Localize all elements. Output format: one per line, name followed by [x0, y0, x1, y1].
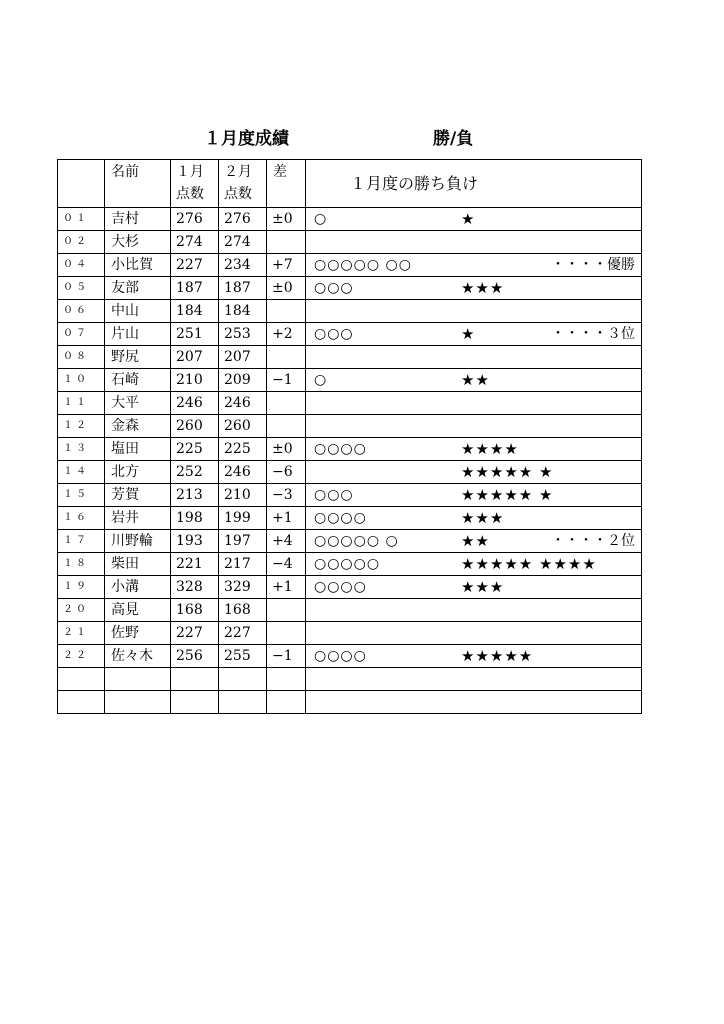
table-row — [58, 415, 642, 438]
loss-marks: ★★★★★ ★ — [461, 486, 554, 504]
winloss-cell — [306, 622, 642, 645]
header-diff: 差 — [267, 160, 306, 208]
player-number — [58, 668, 105, 691]
player-number: １１ — [58, 392, 105, 415]
header-name: 名前 — [105, 160, 171, 208]
rank-note: ・・・・３位 — [551, 326, 635, 342]
winloss-cell — [306, 484, 642, 507]
table-row — [58, 576, 642, 599]
loss-marks: ★★★ — [461, 279, 505, 297]
table-row — [58, 668, 642, 691]
win-marks: ○○○○ — [314, 510, 367, 526]
header-winloss — [306, 160, 642, 208]
jan-score: 252 — [171, 461, 219, 484]
jan-score: 221 — [171, 553, 219, 576]
winloss-title: 勝/負 — [433, 129, 474, 149]
player-number: ０６ — [58, 300, 105, 323]
jan-score: 207 — [171, 346, 219, 369]
jan-score: 225 — [171, 438, 219, 461]
player-number: ０４ — [58, 254, 105, 277]
winloss-container — [312, 622, 641, 644]
win-marks: ○○○ — [314, 487, 354, 503]
score-diff: +2 — [267, 323, 306, 346]
player-number — [58, 691, 105, 714]
results-table — [57, 159, 642, 714]
score-diff — [267, 392, 306, 415]
header-number — [58, 160, 105, 208]
winloss-container — [312, 668, 641, 690]
results-table-body — [58, 160, 642, 714]
player-number: １８ — [58, 553, 105, 576]
feb-score: 253 — [219, 323, 267, 346]
table-row — [58, 208, 642, 231]
winloss-container — [312, 530, 641, 552]
winloss-cell — [306, 507, 642, 530]
win-marks: ○○○○○ ○○ — [314, 257, 412, 273]
player-name: 塩田 — [105, 438, 171, 461]
score-diff — [267, 691, 306, 714]
score-diff — [267, 622, 306, 645]
score-diff — [267, 231, 306, 254]
player-name: 小比賀 — [105, 254, 171, 277]
winloss-container — [312, 277, 641, 299]
winloss-container — [312, 438, 641, 460]
header-jan-line1: １月 — [176, 164, 204, 180]
player-number: １４ — [58, 461, 105, 484]
header-feb-line1: ２月 — [224, 164, 252, 180]
winloss-cell — [306, 576, 642, 599]
score-diff: −3 — [267, 484, 306, 507]
jan-score: 184 — [171, 300, 219, 323]
winloss-cell — [306, 691, 642, 714]
winloss-cell — [306, 530, 642, 553]
winloss-container — [312, 553, 641, 575]
player-number: １５ — [58, 484, 105, 507]
player-name: 大平 — [105, 392, 171, 415]
loss-marks: ★★★★ — [461, 440, 519, 458]
feb-score: 217 — [219, 553, 267, 576]
win-marks: ○○○ — [314, 280, 354, 296]
score-diff — [267, 415, 306, 438]
player-name: 大杉 — [105, 231, 171, 254]
table-row — [58, 599, 642, 622]
feb-score: 184 — [219, 300, 267, 323]
loss-marks: ★★★ — [461, 578, 505, 596]
score-diff: +4 — [267, 530, 306, 553]
score-diff: −6 — [267, 461, 306, 484]
feb-score: 168 — [219, 599, 267, 622]
winloss-container — [312, 392, 641, 414]
jan-score: 276 — [171, 208, 219, 231]
winloss-container — [312, 599, 641, 621]
player-number: １９ — [58, 576, 105, 599]
player-name — [105, 691, 171, 714]
player-name: 佐野 — [105, 622, 171, 645]
jan-score: 227 — [171, 254, 219, 277]
table-row — [58, 553, 642, 576]
player-name: 高見 — [105, 599, 171, 622]
player-number: ０８ — [58, 346, 105, 369]
feb-score: 246 — [219, 461, 267, 484]
score-diff: −4 — [267, 553, 306, 576]
player-name: 石崎 — [105, 369, 171, 392]
player-name — [105, 668, 171, 691]
winloss-container — [312, 507, 641, 529]
loss-marks: ★★ — [461, 371, 490, 389]
table-row — [58, 507, 642, 530]
rank-note: ・・・・２位 — [551, 533, 635, 549]
player-number: １６ — [58, 507, 105, 530]
winloss-container — [312, 323, 641, 345]
table-row — [58, 645, 642, 668]
player-name: 野尻 — [105, 346, 171, 369]
winloss-container — [312, 231, 641, 253]
table-row — [58, 392, 642, 415]
winloss-cell — [306, 277, 642, 300]
jan-score: 246 — [171, 392, 219, 415]
feb-score: 197 — [219, 530, 267, 553]
score-diff: +7 — [267, 254, 306, 277]
winloss-cell — [306, 323, 642, 346]
score-diff: +1 — [267, 507, 306, 530]
feb-score: 209 — [219, 369, 267, 392]
player-number: ２２ — [58, 645, 105, 668]
page-title: １月度成績 — [204, 129, 289, 149]
score-diff: +1 — [267, 576, 306, 599]
win-marks: ○○○○ — [314, 579, 367, 595]
jan-score: 328 — [171, 576, 219, 599]
winloss-cell — [306, 645, 642, 668]
score-diff — [267, 668, 306, 691]
win-marks: ○○○○○ ○ — [314, 533, 399, 549]
winloss-cell — [306, 668, 642, 691]
score-diff: ±0 — [267, 277, 306, 300]
loss-marks: ★★★ — [461, 509, 505, 527]
player-number: ０１ — [58, 208, 105, 231]
header-jan-score — [171, 160, 219, 208]
table-row — [58, 461, 642, 484]
win-marks: ○○○ — [314, 326, 354, 342]
player-number: ０７ — [58, 323, 105, 346]
table-row — [58, 438, 642, 461]
winloss-container — [312, 415, 641, 437]
header-feb-score — [219, 160, 267, 208]
win-marks: ○○○○○ — [314, 556, 381, 572]
score-diff — [267, 346, 306, 369]
player-name: 友部 — [105, 277, 171, 300]
feb-score: 187 — [219, 277, 267, 300]
player-number: ２０ — [58, 599, 105, 622]
player-name: 吉村 — [105, 208, 171, 231]
jan-score: 260 — [171, 415, 219, 438]
player-name: 片山 — [105, 323, 171, 346]
player-number: ０２ — [58, 231, 105, 254]
jan-score: 256 — [171, 645, 219, 668]
score-diff: ±0 — [267, 438, 306, 461]
feb-score — [219, 691, 267, 714]
player-number: １７ — [58, 530, 105, 553]
winloss-cell — [306, 300, 642, 323]
winloss-cell — [306, 461, 642, 484]
jan-score: 187 — [171, 277, 219, 300]
winloss-cell — [306, 392, 642, 415]
rank-note: ・・・・優勝 — [551, 257, 635, 273]
player-number: １３ — [58, 438, 105, 461]
winloss-container — [312, 369, 641, 391]
winloss-cell — [306, 208, 642, 231]
winloss-container — [312, 300, 641, 322]
feb-score: 255 — [219, 645, 267, 668]
winloss-container — [312, 208, 641, 230]
header-feb-line2: 点数 — [224, 186, 252, 202]
winloss-cell — [306, 599, 642, 622]
player-name: 金森 — [105, 415, 171, 438]
winloss-container — [312, 691, 641, 713]
header-winloss-label: １月度の勝ち負け — [350, 174, 479, 193]
player-name: 芳賀 — [105, 484, 171, 507]
player-number: ０５ — [58, 277, 105, 300]
winloss-container — [312, 645, 641, 667]
jan-score: 274 — [171, 231, 219, 254]
feb-score: 274 — [219, 231, 267, 254]
winloss-cell — [306, 553, 642, 576]
table-row — [58, 691, 642, 714]
table-row — [58, 369, 642, 392]
jan-score: 168 — [171, 599, 219, 622]
winloss-container — [312, 461, 641, 483]
player-name: 川野輪 — [105, 530, 171, 553]
feb-score: 207 — [219, 346, 267, 369]
score-diff — [267, 599, 306, 622]
winloss-container — [312, 254, 641, 276]
feb-score: 329 — [219, 576, 267, 599]
winloss-cell — [306, 369, 642, 392]
feb-score: 234 — [219, 254, 267, 277]
table-row — [58, 323, 642, 346]
winloss-container — [312, 346, 641, 368]
winloss-container — [312, 576, 641, 598]
loss-marks: ★★★★★ ★ — [461, 463, 554, 481]
player-number: １０ — [58, 369, 105, 392]
loss-marks: ★★ — [461, 532, 490, 550]
player-name: 中山 — [105, 300, 171, 323]
table-row — [58, 277, 642, 300]
jan-score: 227 — [171, 622, 219, 645]
winloss-cell — [306, 254, 642, 277]
table-header-row — [58, 160, 642, 208]
winloss-container — [312, 484, 641, 506]
table-row — [58, 300, 642, 323]
feb-score — [219, 668, 267, 691]
player-number: １２ — [58, 415, 105, 438]
jan-score: 251 — [171, 323, 219, 346]
winloss-cell — [306, 231, 642, 254]
jan-score: 210 — [171, 369, 219, 392]
player-name: 小溝 — [105, 576, 171, 599]
win-marks: ○ — [314, 372, 328, 388]
feb-score: 210 — [219, 484, 267, 507]
winloss-cell — [306, 438, 642, 461]
feb-score: 276 — [219, 208, 267, 231]
header-jan-line2: 点数 — [176, 186, 204, 202]
score-diff: −1 — [267, 645, 306, 668]
feb-score: 199 — [219, 507, 267, 530]
player-number: ２１ — [58, 622, 105, 645]
feb-score: 227 — [219, 622, 267, 645]
feb-score: 246 — [219, 392, 267, 415]
jan-score: 193 — [171, 530, 219, 553]
feb-score: 225 — [219, 438, 267, 461]
loss-marks: ★★★★★ ★★★★ — [461, 555, 597, 573]
winloss-cell — [306, 415, 642, 438]
jan-score: 198 — [171, 507, 219, 530]
jan-score — [171, 691, 219, 714]
win-marks: ○○○○ — [314, 648, 367, 664]
score-diff: −1 — [267, 369, 306, 392]
feb-score: 260 — [219, 415, 267, 438]
player-name: 北方 — [105, 461, 171, 484]
player-name: 岩井 — [105, 507, 171, 530]
loss-marks: ★ — [461, 325, 476, 343]
jan-score: 213 — [171, 484, 219, 507]
table-row — [58, 254, 642, 277]
win-marks: ○○○○ — [314, 441, 367, 457]
player-name: 柴田 — [105, 553, 171, 576]
table-row — [58, 622, 642, 645]
loss-marks: ★★★★★ — [461, 647, 534, 665]
loss-marks: ★ — [461, 210, 476, 228]
player-name: 佐々木 — [105, 645, 171, 668]
score-diff — [267, 300, 306, 323]
table-row — [58, 484, 642, 507]
winloss-cell — [306, 346, 642, 369]
score-diff: ±0 — [267, 208, 306, 231]
table-row — [58, 530, 642, 553]
table-row — [58, 346, 642, 369]
table-row — [58, 231, 642, 254]
jan-score — [171, 668, 219, 691]
win-marks: ○ — [314, 211, 328, 227]
